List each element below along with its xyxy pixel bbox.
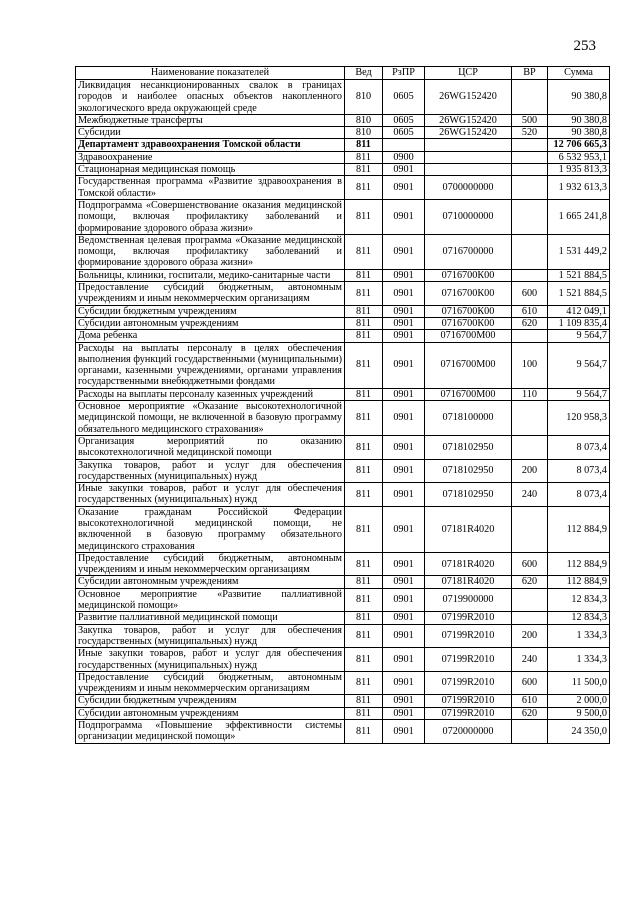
cell-rzpr: 0901 [383,176,425,200]
cell-sum: 9 500,0 [548,707,610,719]
cell-csr: 07181R4020 [425,552,512,576]
column-header-vr: ВР [512,67,548,80]
cell-rzpr: 0901 [383,588,425,612]
cell-name: Предоставление субсидий бюджетным, автономным учреждениям и иным некоммерческим организациям [76,552,345,576]
cell-ved: 811 [345,483,383,507]
cell-rzpr: 0901 [383,648,425,672]
cell-sum: 1 334,3 [548,624,610,648]
cell-name: Субсидии автономным учреждениям [76,707,345,719]
table-row [76,234,610,269]
cell-vr [512,612,548,624]
cell-name: Предоставление субсидий бюджетным, автономным учреждениям и иным некоммерческим организациям [76,671,345,695]
cell-ved: 811 [345,624,383,648]
cell-csr: 07199R2010 [425,624,512,648]
cell-vr: 240 [512,648,548,672]
cell-name: Субсидии автономным учреждениям [76,317,345,329]
cell-ved: 811 [345,612,383,624]
cell-name: Расходы на выплаты персоналу казенных учреждений [76,388,345,400]
cell-vr: 110 [512,388,548,400]
table-row [76,624,610,648]
cell-sum: 1 531 449,2 [548,234,610,269]
cell-rzpr: 0901 [383,164,425,176]
cell-name: Субсидии бюджетным учреждениям [76,305,345,317]
cell-rzpr [383,139,425,151]
table-row [76,80,610,115]
cell-ved: 811 [345,151,383,163]
table-row [76,114,610,126]
cell-csr: 0716700М00 [425,330,512,342]
cell-rzpr: 0901 [383,483,425,507]
cell-rzpr: 0900 [383,151,425,163]
cell-name: Здравоохранение [76,151,345,163]
cell-rzpr: 0605 [383,114,425,126]
cell-csr: 0716700К00 [425,269,512,281]
cell-rzpr: 0605 [383,80,425,115]
cell-vr [512,720,548,744]
table-row [76,552,610,576]
cell-ved: 811 [345,401,383,436]
budget-table [75,66,610,744]
cell-rzpr: 0901 [383,342,425,388]
cell-sum: 1 334,3 [548,648,610,672]
cell-name: Субсидии бюджетным учреждениям [76,695,345,707]
cell-sum: 1 109 835,4 [548,317,610,329]
cell-sum: 11 500,0 [548,671,610,695]
table-row [76,330,610,342]
column-header-name: Наименование показателей [76,67,345,80]
cell-name: Департамент здравоохранения Томской области [76,139,345,151]
cell-ved: 811 [345,164,383,176]
cell-name: Организация мероприятий по оказанию высокотехнологичной медицинской помощи [76,435,345,459]
cell-rzpr: 0901 [383,305,425,317]
cell-rzpr: 0901 [383,459,425,483]
cell-csr: 0716700К00 [425,317,512,329]
cell-sum: 120 958,3 [548,401,610,436]
table-row [76,671,610,695]
cell-csr: 07181R4020 [425,576,512,588]
cell-ved: 811 [345,176,383,200]
cell-vr: 200 [512,459,548,483]
cell-sum: 112 884,9 [548,506,610,552]
cell-csr: 07199R2010 [425,612,512,624]
cell-vr: 240 [512,483,548,507]
cell-rzpr: 0901 [383,552,425,576]
table-row [76,164,610,176]
table-row [76,483,610,507]
cell-rzpr: 0901 [383,282,425,306]
cell-name: Ведомственная целевая программа «Оказание медицинской помощи, включая профилактику заболеваний и формирование здорового образа жизни» [76,234,345,269]
cell-vr [512,506,548,552]
cell-sum: 9 564,7 [548,330,610,342]
cell-ved: 810 [345,80,383,115]
cell-csr: 0700000000 [425,176,512,200]
cell-rzpr: 0901 [383,707,425,719]
cell-name: Субсидии [76,127,345,139]
cell-sum: 8 073,4 [548,435,610,459]
cell-sum: 1 521 884,5 [548,282,610,306]
table-row [76,612,610,624]
table-row [76,401,610,436]
cell-ved: 810 [345,127,383,139]
cell-sum: 2 000,0 [548,695,610,707]
cell-sum: 412 049,1 [548,305,610,317]
cell-vr [512,234,548,269]
table-row [76,305,610,317]
cell-sum: 90 380,8 [548,114,610,126]
cell-name: Основное мероприятие «Оказание высокотехнологичной медицинской помощи, не включенной в базовую программу обязательного медицинского страхования» [76,401,345,436]
cell-csr [425,164,512,176]
cell-name: Субсидии автономным учреждениям [76,576,345,588]
cell-vr: 610 [512,305,548,317]
cell-ved: 811 [345,671,383,695]
column-header-sum: Сумма [548,67,610,80]
cell-sum: 9 564,7 [548,388,610,400]
cell-csr: 0716700М00 [425,388,512,400]
cell-name: Межбюджетные трансферты [76,114,345,126]
cell-vr: 520 [512,127,548,139]
table-row [76,388,610,400]
table-row [76,127,610,139]
cell-rzpr: 0901 [383,695,425,707]
cell-ved: 811 [345,459,383,483]
cell-vr [512,269,548,281]
cell-csr: 0710000000 [425,199,512,234]
table-row [76,506,610,552]
cell-csr: 0716700К00 [425,282,512,306]
cell-vr [512,164,548,176]
table-row [76,720,610,744]
cell-name: Закупка товаров, работ и услуг для обеспечения государственных (муниципальных) нужд [76,624,345,648]
cell-sum: 9 564,7 [548,342,610,388]
cell-sum: 12 834,3 [548,588,610,612]
cell-rzpr: 0901 [383,720,425,744]
cell-sum: 112 884,9 [548,576,610,588]
cell-vr: 200 [512,624,548,648]
cell-name: Иные закупки товаров, работ и услуг для обеспечения государственных (муниципальных) нужд [76,648,345,672]
cell-csr: 0718102950 [425,483,512,507]
cell-vr [512,176,548,200]
cell-csr: 0716700000 [425,234,512,269]
cell-vr: 610 [512,695,548,707]
cell-rzpr: 0901 [383,199,425,234]
cell-rzpr: 0605 [383,127,425,139]
cell-csr: 0718102950 [425,435,512,459]
cell-ved: 811 [345,720,383,744]
cell-vr: 100 [512,342,548,388]
cell-vr [512,199,548,234]
cell-rzpr: 0901 [383,330,425,342]
cell-csr: 07199R2010 [425,648,512,672]
cell-ved: 811 [345,695,383,707]
column-header-rzpr: РзПР [383,67,425,80]
cell-csr: 0716700К00 [425,305,512,317]
cell-rzpr: 0901 [383,234,425,269]
cell-csr: 0719900000 [425,588,512,612]
cell-name: Государственная программа «Развитие здравоохранения в Томской области» [76,176,345,200]
cell-csr: 26WG152420 [425,114,512,126]
cell-sum: 1 935 813,3 [548,164,610,176]
cell-name: Подпрограмма «Повышение эффективности системы организации медицинской помощи» [76,720,345,744]
cell-ved: 811 [345,588,383,612]
cell-sum: 1 665 241,8 [548,199,610,234]
cell-sum: 1 521 884,5 [548,269,610,281]
cell-name: Дома ребенка [76,330,345,342]
cell-ved: 811 [345,199,383,234]
cell-rzpr: 0901 [383,671,425,695]
table-row [76,176,610,200]
cell-name: Оказание гражданам Российской Федерации высокотехнологичной медицинской помощи, не включенной в базовую программу обязательного медицинского страхования [76,506,345,552]
cell-csr: 07199R2010 [425,707,512,719]
cell-ved: 811 [345,388,383,400]
cell-name: Стационарная медицинская помощь [76,164,345,176]
cell-name: Иные закупки товаров, работ и услуг для обеспечения государственных (муниципальных) нужд [76,483,345,507]
cell-sum: 1 932 613,3 [548,176,610,200]
table-row [76,576,610,588]
table-row [76,282,610,306]
cell-vr [512,588,548,612]
table-row [76,342,610,388]
cell-ved: 810 [345,114,383,126]
cell-csr: 26WG152420 [425,80,512,115]
column-header-ved: Вед [345,67,383,80]
cell-vr: 600 [512,671,548,695]
cell-rzpr: 0901 [383,506,425,552]
cell-name: Предоставление субсидий бюджетным, автономным учреждениям и иным некоммерческим организациям [76,282,345,306]
cell-name: Закупка товаров, работ и услуг для обеспечения государственных (муниципальных) нужд [76,459,345,483]
cell-vr [512,435,548,459]
cell-csr: 07199R2010 [425,671,512,695]
cell-sum: 8 073,4 [548,459,610,483]
cell-ved: 811 [345,234,383,269]
cell-ved: 811 [345,139,383,151]
cell-rzpr: 0901 [383,388,425,400]
cell-vr [512,139,548,151]
table-row [76,648,610,672]
cell-ved: 811 [345,552,383,576]
table-row [76,435,610,459]
table-row [76,139,610,151]
cell-vr [512,151,548,163]
table-row [76,151,610,163]
table-row [76,317,610,329]
cell-vr: 600 [512,552,548,576]
cell-csr [425,151,512,163]
cell-vr: 600 [512,282,548,306]
cell-csr: 26WG152420 [425,127,512,139]
cell-name: Ликвидация несанкционированных свалок в границах городов и наиболее опасных объектов накопленного экологического вреда окружающей среде [76,80,345,115]
cell-csr: 07199R2010 [425,695,512,707]
cell-ved: 811 [345,576,383,588]
cell-csr: 0720000000 [425,720,512,744]
cell-csr: 0718100000 [425,401,512,436]
cell-ved: 811 [345,269,383,281]
table-row [76,269,610,281]
cell-rzpr: 0901 [383,612,425,624]
cell-ved: 811 [345,506,383,552]
table-body [76,80,610,744]
table-row [76,695,610,707]
cell-vr: 620 [512,317,548,329]
cell-sum: 90 380,8 [548,80,610,115]
cell-rzpr: 0901 [383,435,425,459]
cell-name: Больницы, клиники, госпитали, медико-санитарные части [76,269,345,281]
cell-vr [512,401,548,436]
cell-ved: 811 [345,282,383,306]
column-header-csr: ЦСР [425,67,512,80]
cell-sum: 12 706 665,3 [548,139,610,151]
cell-name: Развитие паллиативной медицинской помощи [76,612,345,624]
cell-rzpr: 0901 [383,401,425,436]
cell-rzpr: 0901 [383,576,425,588]
cell-ved: 811 [345,707,383,719]
cell-sum: 112 884,9 [548,552,610,576]
page-number: 253 [573,38,596,54]
cell-vr [512,330,548,342]
cell-csr: 07181R4020 [425,506,512,552]
table-row [76,707,610,719]
cell-sum: 8 073,4 [548,483,610,507]
cell-name: Расходы на выплаты персоналу в целях обеспечения выполнения функций государственными (муниципальными) органами, казенными учреждениями, органами управления государственными внебюджетными фондами [76,342,345,388]
cell-sum: 6 532 953,1 [548,151,610,163]
cell-csr [425,139,512,151]
cell-csr: 0718102950 [425,459,512,483]
cell-vr: 620 [512,707,548,719]
cell-sum: 24 350,0 [548,720,610,744]
table-row [76,588,610,612]
table-row [76,459,610,483]
cell-name: Подпрограмма «Совершенствование оказания медицинской помощи, включая профилактику заболеваний и формирование здорового образа жизни» [76,199,345,234]
cell-sum: 12 834,3 [548,612,610,624]
table-header-row [76,67,610,80]
cell-vr [512,80,548,115]
cell-ved: 811 [345,330,383,342]
table-row [76,199,610,234]
cell-ved: 811 [345,342,383,388]
cell-rzpr: 0901 [383,269,425,281]
cell-csr: 0716700М00 [425,342,512,388]
cell-ved: 811 [345,317,383,329]
cell-rzpr: 0901 [383,624,425,648]
cell-sum: 90 380,8 [548,127,610,139]
cell-vr: 500 [512,114,548,126]
cell-name: Основное мероприятие «Развитие паллиативной медицинской помощи» [76,588,345,612]
cell-ved: 811 [345,435,383,459]
cell-ved: 811 [345,305,383,317]
cell-ved: 811 [345,648,383,672]
cell-vr: 620 [512,576,548,588]
cell-rzpr: 0901 [383,317,425,329]
